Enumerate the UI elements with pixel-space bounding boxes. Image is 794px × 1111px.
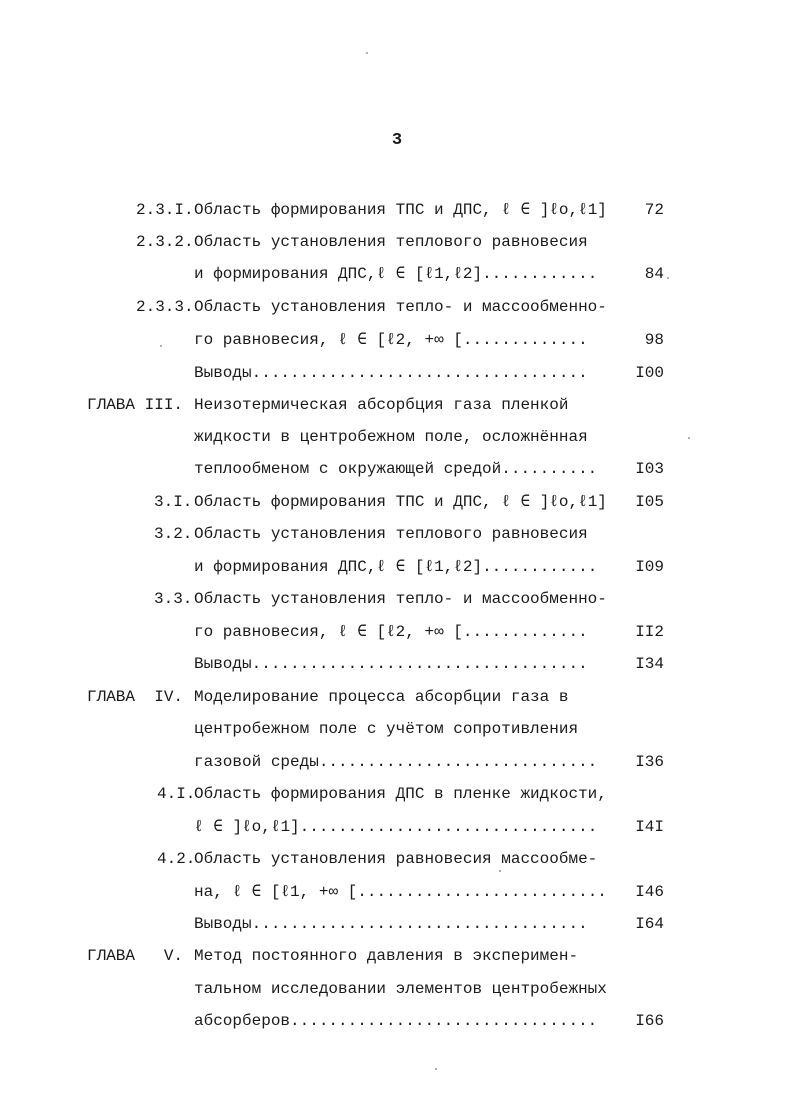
toc-row	[0, 362, 794, 384]
toc-row	[0, 199, 794, 221]
scan-speck	[160, 345, 162, 347]
scan-speck	[435, 1068, 437, 1070]
toc-entry-text: Область установления равновесия массообме-	[194, 850, 598, 868]
toc-row	[0, 458, 794, 480]
toc-entry-text: Моделирование процесса абсорбции газа в	[194, 688, 569, 706]
scan-speck	[688, 437, 690, 439]
toc-section-number: ГЛАВА IV.	[87, 688, 184, 706]
toc-page-number: I36	[635, 753, 664, 771]
toc-row	[0, 978, 794, 1000]
scan-speck	[667, 277, 669, 279]
toc-row	[0, 263, 794, 285]
toc-entry-text: Метод постоянного давления в эксперимен-	[194, 947, 579, 965]
toc-page-number: I03	[635, 460, 664, 478]
toc-page-number: I34	[635, 655, 664, 673]
toc-entry-text: Область установления тепло- и массообменно-	[194, 298, 607, 316]
toc-page-number: I64	[635, 915, 664, 933]
toc-row	[0, 231, 794, 253]
toc-page-number: I00	[635, 364, 664, 382]
toc-page-number: I09	[635, 558, 664, 576]
toc-entry-text: Выводы...................................	[194, 915, 588, 933]
toc-row	[0, 653, 794, 675]
toc-row	[0, 296, 794, 318]
toc-row	[0, 751, 794, 773]
toc-entry-text: го равновесия, ℓ ∈ [ℓ2, +∞ [.............	[194, 331, 588, 349]
toc-row	[0, 523, 794, 545]
toc-row	[0, 686, 794, 708]
toc-row	[0, 621, 794, 643]
toc-section-number: 3.2.	[154, 525, 193, 543]
toc-entry-text: газовой среды.............................	[194, 753, 598, 771]
toc-page-number: I05	[635, 493, 664, 511]
toc-section-number: 2.3.2.	[136, 233, 194, 251]
toc-row	[0, 588, 794, 610]
toc-entry-text: центробежном поле с учётом сопротивления	[194, 720, 579, 738]
toc-section-number: 4.2.	[157, 850, 196, 868]
toc-row	[0, 783, 794, 805]
toc-row	[0, 394, 794, 416]
toc-entry-text: и формирования ДПС,ℓ ∈ [ℓ1,ℓ2]............	[194, 558, 598, 576]
page-number: 3	[391, 131, 403, 150]
toc-entry-text: Область формирования ДПС в пленке жидкости,	[194, 785, 607, 803]
toc-row	[0, 816, 794, 838]
toc-row	[0, 426, 794, 448]
toc-row	[0, 1010, 794, 1032]
toc-page-number: 84	[644, 265, 664, 283]
toc-entry-text: Выводы...................................	[194, 364, 588, 382]
toc-entry-text: Область установления тепло- и массообменно-	[194, 590, 607, 608]
toc-section-number: ГЛАВА III.	[87, 396, 184, 414]
toc-entry-text: тальном исследовании элементов центробежных	[194, 980, 607, 998]
scan-speck	[499, 870, 501, 872]
toc-page-number: 98	[644, 331, 664, 349]
toc-page-number: I66	[635, 1012, 664, 1030]
toc-row	[0, 556, 794, 578]
toc-row	[0, 881, 794, 903]
toc-entry-text: и формирования ДПС,ℓ ∈ [ℓ1,ℓ2]............	[194, 265, 598, 283]
toc-section-number: 4.I.	[157, 785, 196, 803]
toc-entry-text: жидкости в центробежном поле, осложнённая	[194, 428, 588, 446]
toc-row	[0, 945, 794, 967]
toc-section-number: 3.I.	[154, 493, 193, 511]
toc-entry-text: го равновесия, ℓ ∈ [ℓ2, +∞ [.............	[194, 623, 588, 641]
toc-entry-text: абсорберов................................	[194, 1012, 598, 1030]
toc-row	[0, 491, 794, 513]
toc-row	[0, 848, 794, 870]
scan-speck	[366, 52, 368, 54]
toc-entry-text: Область установления теплового равновесия	[194, 525, 588, 543]
toc-entry-text: Область формирования ТПС и ДПС, ℓ ∈ ]ℓo,ℓ1]	[194, 493, 607, 511]
toc-page-number: II2	[635, 623, 664, 641]
toc-section-number: ГЛАВА V.	[87, 947, 184, 965]
toc-row	[0, 329, 794, 351]
toc-entry-text: теплообменом с окружающей средой..........	[194, 460, 598, 478]
toc-entry-text: Область установления теплового равновесия	[194, 233, 588, 251]
toc-section-number: 2.3.I.	[136, 201, 194, 219]
toc-page-number: I46	[635, 883, 664, 901]
toc-entry-text: на, ℓ ∈ [ℓ1, +∞ [..........................	[194, 883, 607, 901]
toc-entry-text: Выводы...................................	[194, 655, 588, 673]
toc-entry-text: Область формирования ТПС и ДПС, ℓ ∈ ]ℓo,ℓ1]	[194, 201, 607, 219]
toc-page-number: 72	[644, 201, 664, 219]
toc-entry-text: Неизотермическая абсорбция газа пленкой	[194, 396, 569, 414]
toc-section-number: 3.3.	[154, 590, 193, 608]
toc-row	[0, 718, 794, 740]
toc-entry-text: ℓ ∈ ]ℓo,ℓ1]...............................	[194, 818, 598, 836]
toc-page-number: I4I	[635, 818, 664, 836]
toc-row	[0, 913, 794, 935]
toc-section-number: 2.3.3.	[136, 298, 194, 316]
